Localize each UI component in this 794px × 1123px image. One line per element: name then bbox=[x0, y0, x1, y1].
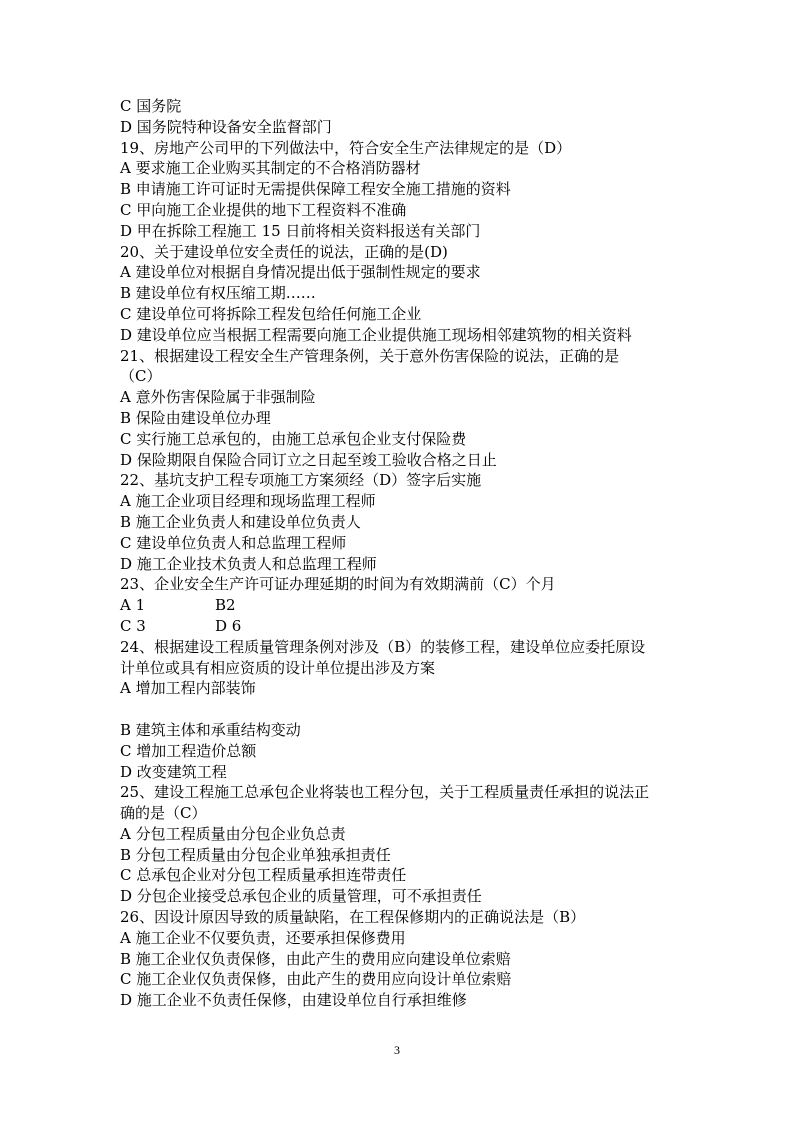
question-23-options bbox=[120, 595, 690, 637]
option-pair bbox=[120, 616, 690, 637]
option-line: A 施工企业项目经理和现场监理工程师 bbox=[120, 492, 376, 511]
option-line: C 增加工程造价总额 bbox=[120, 741, 257, 760]
option-line: D 甲在拆除工程施工 15 日前将相关资料报送有关部门 bbox=[120, 221, 481, 240]
option-line: C 甲向施工企业提供的地下工程资料不准确 bbox=[120, 200, 407, 219]
option-line: C 建设单位负责人和总监理工程师 bbox=[120, 533, 347, 552]
option-left: C 3 bbox=[120, 616, 146, 635]
option-line: C 施工企业仅负责保修，由此产生的费用应向设计单位索赔 bbox=[120, 970, 512, 989]
option-line: B 分包工程质量由分包企业单独承担责任 bbox=[120, 845, 391, 864]
question-21: 21、根据建设工程安全生产管理条例，关于意外伤害保险的说法，正确的是 bbox=[120, 346, 620, 365]
question-21-answer: （C） bbox=[120, 367, 162, 386]
text-line: D 国务院特种设备安全监督部门 bbox=[120, 117, 332, 136]
option-line: C 建设单位可将拆除工程发包给任何施工企业 bbox=[120, 304, 422, 323]
question-23: 23、企业安全生产许可证办理延期的时间为有效期满前（C）个月 bbox=[120, 575, 556, 594]
option-line: D 分包企业接受总承包企业的质量管理，可不承担责任 bbox=[120, 887, 482, 906]
option-line: D 施工企业不负责任保修，由建设单位自行承担维修 bbox=[120, 991, 467, 1010]
question-24-cont: 计单位或具有相应资质的设计单位提出涉及方案 bbox=[120, 658, 436, 677]
text-line: C 国务院 bbox=[120, 97, 182, 115]
option-line: A 分包工程质量由分包企业负总责 bbox=[120, 824, 346, 843]
question-25-cont: 确的是（C） bbox=[120, 804, 207, 823]
question-20: 20、关于建设单位安全责任的说法，正确的是(D) bbox=[120, 242, 448, 261]
question-25: 25、建设工程施工总承包企业将装也工程分包，关于工程质量责任承担的说法正 bbox=[120, 783, 650, 802]
option-line: D 建设单位应当根据工程需要向施工企业提供施工现场相邻建筑物的相关资料 bbox=[120, 325, 632, 344]
option-line: D 施工企业技术负责人和总监理工程师 bbox=[120, 554, 377, 573]
option-line: B 申请施工许可证时无需提供保障工程安全施工措施的资料 bbox=[120, 180, 511, 199]
option-line: B 保险由建设单位办理 bbox=[120, 408, 271, 427]
option-line: A 增加工程内部装饰 bbox=[120, 679, 256, 698]
option-line: C 总承包企业对分包工程质量承担连带责任 bbox=[120, 866, 407, 885]
option-line: B 建设单位有权压缩工期…… bbox=[120, 284, 316, 303]
question-26: 26、因设计原因导致的质量缺陷，在工程保修期内的正确说法是（B） bbox=[120, 908, 586, 927]
option-pair bbox=[120, 595, 690, 616]
option-line: A 施工企业不仅要负责，还要承担保修费用 bbox=[120, 928, 406, 947]
option-right: B2 bbox=[215, 596, 236, 615]
block-top bbox=[120, 96, 690, 595]
option-left: A 1 bbox=[120, 596, 146, 615]
document-body bbox=[120, 96, 690, 1011]
option-line: B 施工企业负责人和建设单位负责人 bbox=[120, 512, 361, 531]
blank-line bbox=[120, 699, 690, 720]
question-19: 19、房地产公司甲的下列做法中，符合安全生产法律规定的是（D） bbox=[120, 138, 572, 157]
question-22: 22、基坑支护工程专项施工方案须经（D）签字后实施 bbox=[120, 471, 482, 490]
option-right: D 6 bbox=[215, 616, 242, 635]
page-number: 3 bbox=[394, 1043, 400, 1057]
option-line: A 要求施工企业购买其制定的不合格消防器材 bbox=[120, 159, 421, 178]
block-mid bbox=[120, 637, 690, 699]
option-line: D 保险期限自保险合同订立之日起至竣工验收合格之日止 bbox=[120, 450, 497, 469]
option-line: C 实行施工总承包的，由施工总承包企业支付保险费 bbox=[120, 429, 467, 448]
block-bottom bbox=[120, 720, 690, 1011]
option-line: B 建筑主体和承重结构变动 bbox=[120, 720, 301, 739]
option-line: B 施工企业仅负责保修，由此产生的费用应向建设单位索赔 bbox=[120, 949, 511, 968]
option-line: A 意外伤害保险属于非强制险 bbox=[120, 388, 316, 407]
option-line: D 改变建筑工程 bbox=[120, 762, 227, 781]
question-24: 24、根据建设工程质量管理条例对涉及（B）的装修工程，建设单位应委托原设 bbox=[120, 637, 646, 656]
option-line: A 建设单位对根据自身情况提出低于强制性规定的要求 bbox=[120, 263, 481, 282]
